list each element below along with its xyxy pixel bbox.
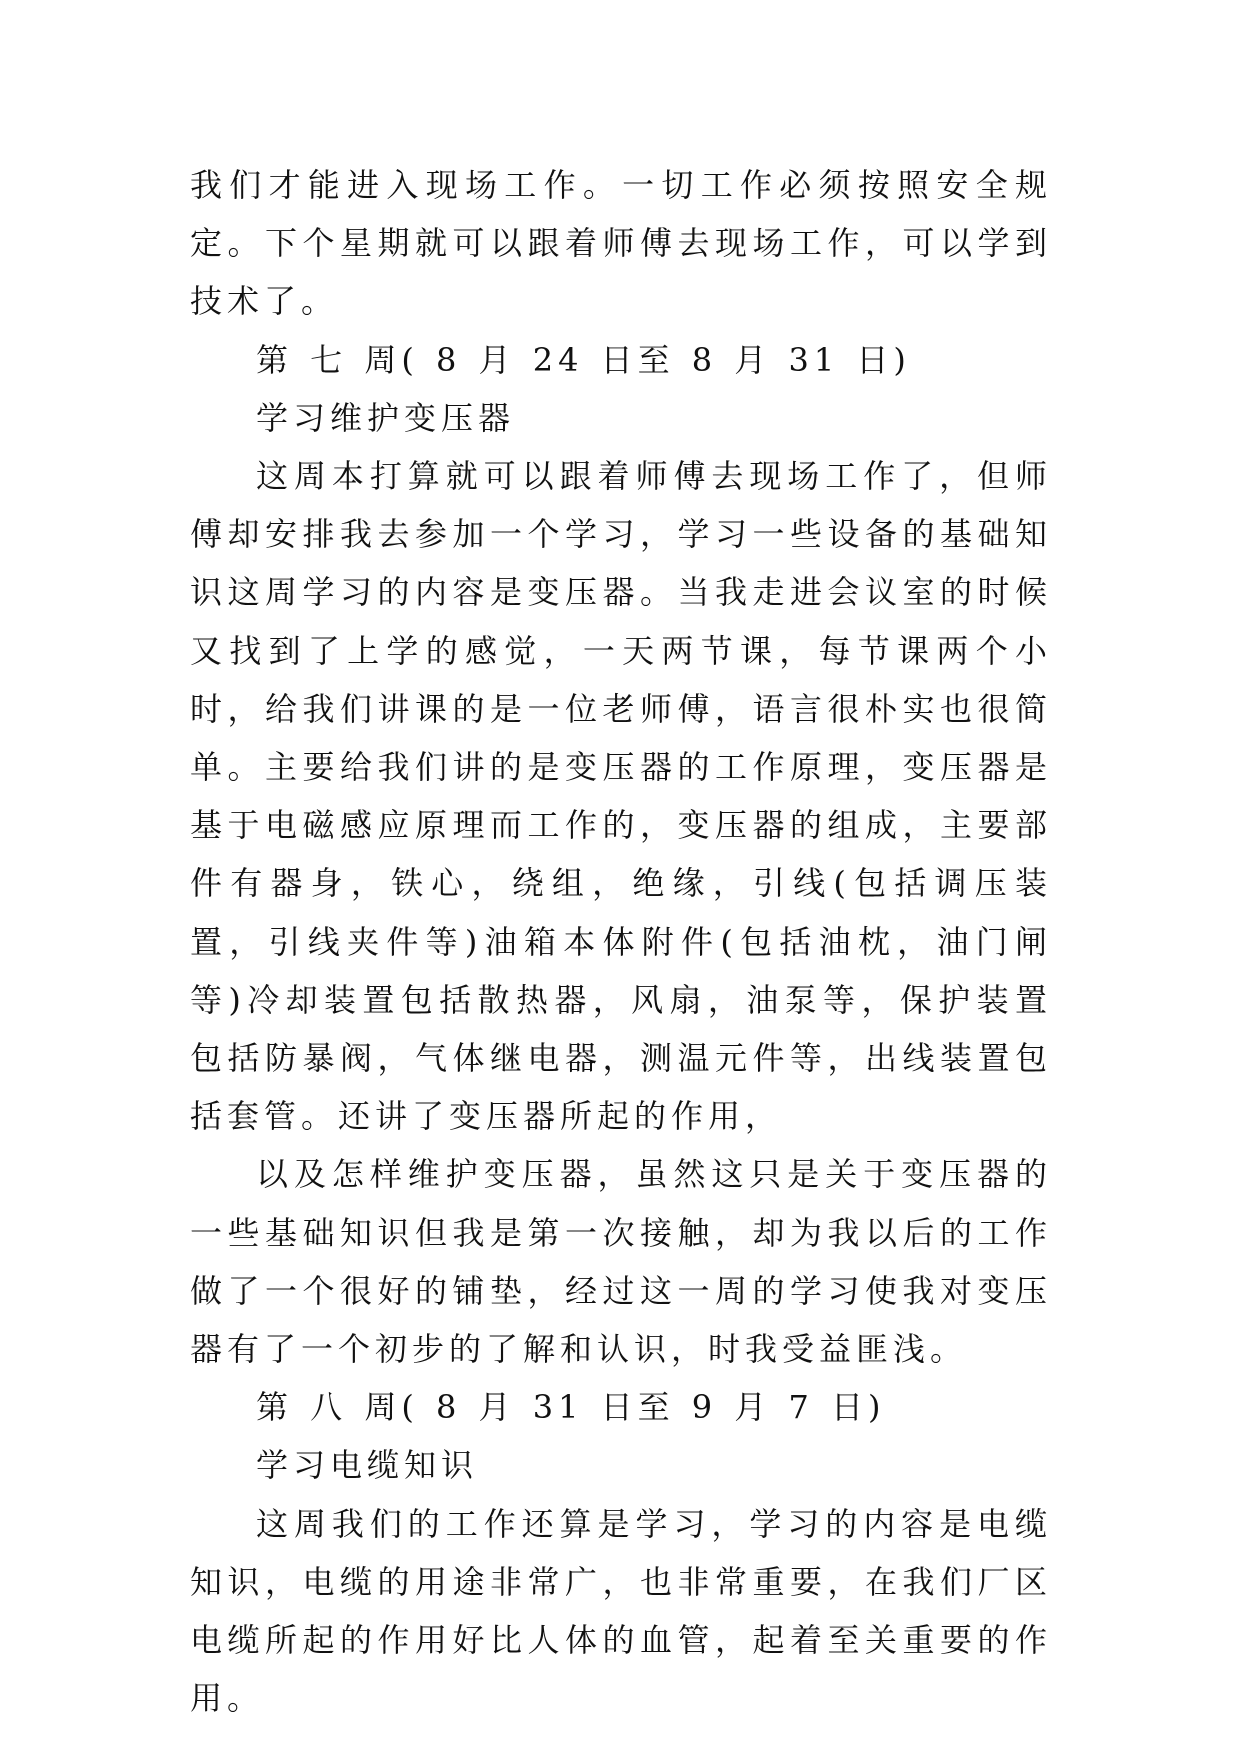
week-seven-heading: 第 七 周( 8 月 24 日至 8 月 31 日) bbox=[256, 340, 911, 379]
document-body bbox=[190, 156, 1052, 1727]
paragraph-continuation: 我们才能进入现场工作。一切工作必须按照安全规定。下个星期就可以跟着师傅去现场工作，可以学到技术了。 bbox=[190, 166, 1052, 321]
week-eight-body: 这周我们的工作还算是学习，学习的内容是电缆知识，电缆的用途非常广，也非常重要，在我们厂区电缆所起的作用好比人体的血管，起着至关重要的作用。 bbox=[190, 1504, 1052, 1718]
week-seven-body-2: 以及怎样维护变压器，虽然这只是关于变压器的一些基础知识但我是第一次接触，却为我以后的工作做了一个很好的铺垫，经过这一周的学习使我对变压器有了一个初步的了解和认识，时我受益匪浅。 bbox=[190, 1155, 1052, 1369]
week-seven-topic: 学习维护变压器 bbox=[256, 398, 516, 437]
week-eight-heading: 第 八 周( 8 月 31 日至 9 月 7 日) bbox=[256, 1388, 886, 1427]
week-seven-body-1: 这周本打算就可以跟着师傅去现场工作了，但师傅却安排我去参加一个学习，学习一些设备的基础知识这周学习的内容是变压器。当我走进会议室的时候又找到了上学的感觉，一天两节课，每节课两个小时，给我们讲课的是一位老师傅，语言很朴实也很简单。主要给我们讲的是变压器的工作原理，变压器是基于电磁感应原理而工作的，变压器的组成，主要部件有器身，铁心，绕组，绝缘，引线(包括调压装置，引线夹件等)油箱本体附件(包括油枕，油门闸等)冷却装置包括散热器，风扇，油泵等，保护装置包括防暴阀，气体继电器，测温元件等，出线装置包括套管。还讲了变压器所起的作用， bbox=[190, 457, 1052, 1136]
week-eight-topic: 学习电缆知识 bbox=[256, 1446, 479, 1485]
